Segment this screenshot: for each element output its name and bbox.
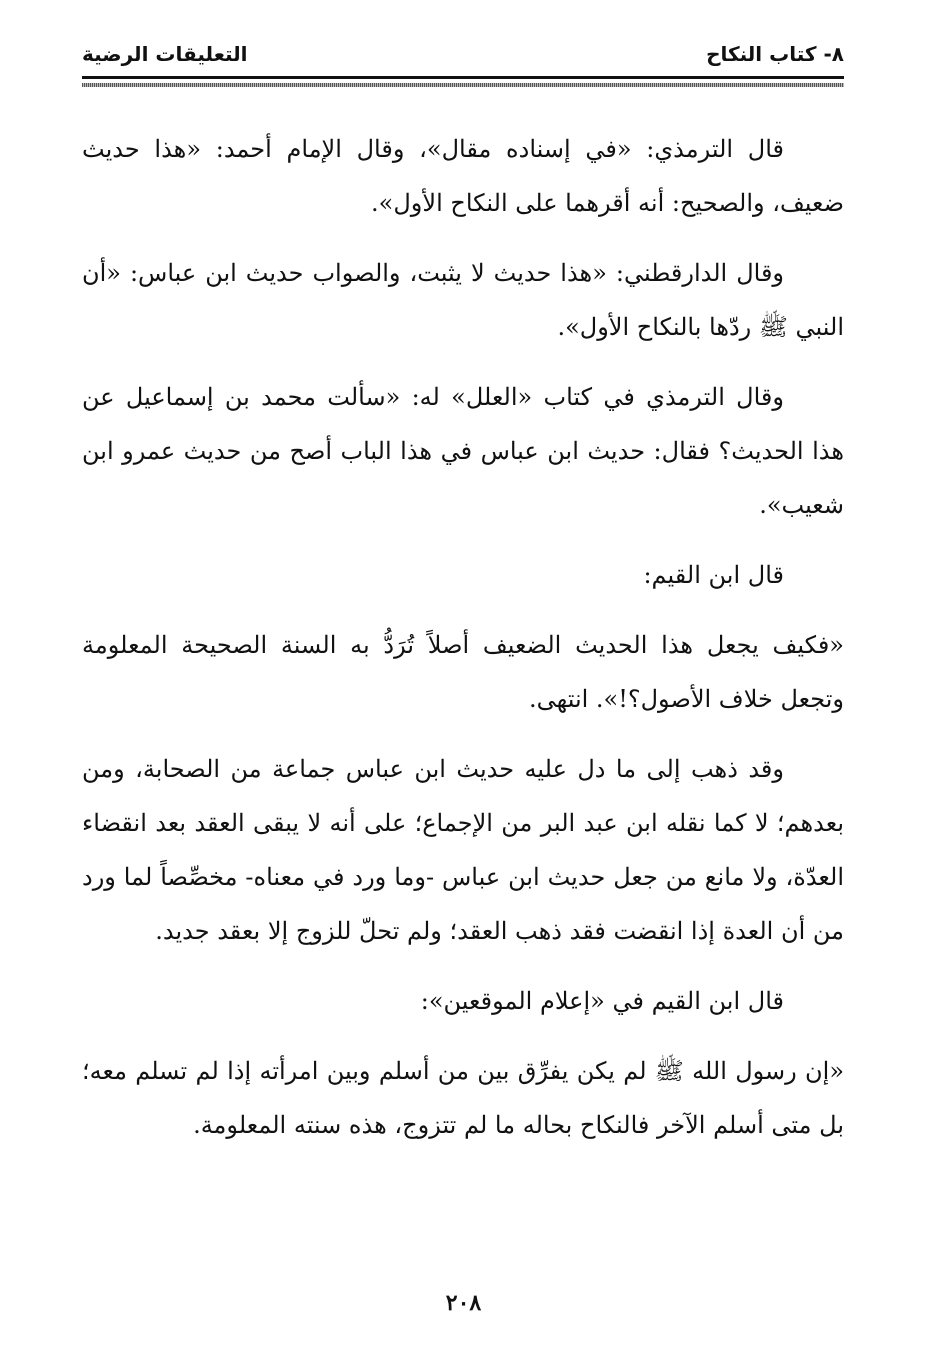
paragraph-tirmidhi-ahmad: قال الترمذي: «في إسناده مقال»، وقال الإمام أحمد: «هذا حديث ضعيف، والصحيح: أنه أقرهما على النكاح الأول». — [82, 135, 844, 217]
page-number: ٢٠٨ — [445, 1290, 482, 1316]
paragraph-ibn-qayyim-intro: قال ابن القيم: — [643, 561, 784, 589]
header-rule-thin — [82, 83, 844, 87]
paragraph-sahaba-opinion: وقد ذهب إلى ما دل عليه حديث ابن عباس جماعة من الصحابة، ومن بعدهم؛ لا كما نقله ابن عبد البر من الإجماع؛ على أنه لا يبقى العقد بعد انقضاء العدّة، ولا مانع من جعل حديث ابن عباس -وما ورد في معناه- مخصِّصاً لما ورد من أن العدة إذا انقضت فقد ذهب العقد؛ ولم تحلّ للزوج إلا بعقد جديد. — [82, 755, 844, 945]
paragraph-ilam-quote: «إن رسول الله ﷺ لم يكن يفرِّق بين من أسلم وبين امرأته إذا لم تسلم معه؛ بل متى أسلم الآخر فالنكاح بحاله ما لم تتزوج، هذه سنته المعلومة. — [82, 1057, 844, 1139]
page-header — [82, 38, 844, 78]
book-title: التعليقات الرضية — [82, 42, 248, 66]
paragraph-tirmidhi-ilal: وقال الترمذي في كتاب «العلل» له: «سألت محمد بن إسماعيل عن هذا الحديث؟ فقال: حديث ابن عباس في هذا الباب أصح من حديث عمرو ابن شعيب». — [82, 383, 844, 519]
chapter-title: ٨- كتاب النكاح — [706, 42, 844, 66]
paragraph-ibn-qayyim-quote: «فكيف يجعل هذا الحديث الضعيف أصلاً تُرَدُّ به السنة الصحيحة المعلومة وتجعل خلاف الأصول؟!». انتهى. — [82, 631, 844, 713]
paragraph-ilam-intro: قال ابن القيم في «إعلام الموقعين»: — [420, 987, 784, 1015]
header-rule-thick — [82, 76, 844, 79]
paragraph-daraqutni: وقال الدارقطني: «هذا حديث لا يثبت، والصواب حديث ابن عباس: «أن النبي ﷺ ردّها بالنكاح الأول». — [82, 259, 844, 341]
body-text — [82, 122, 844, 1168]
